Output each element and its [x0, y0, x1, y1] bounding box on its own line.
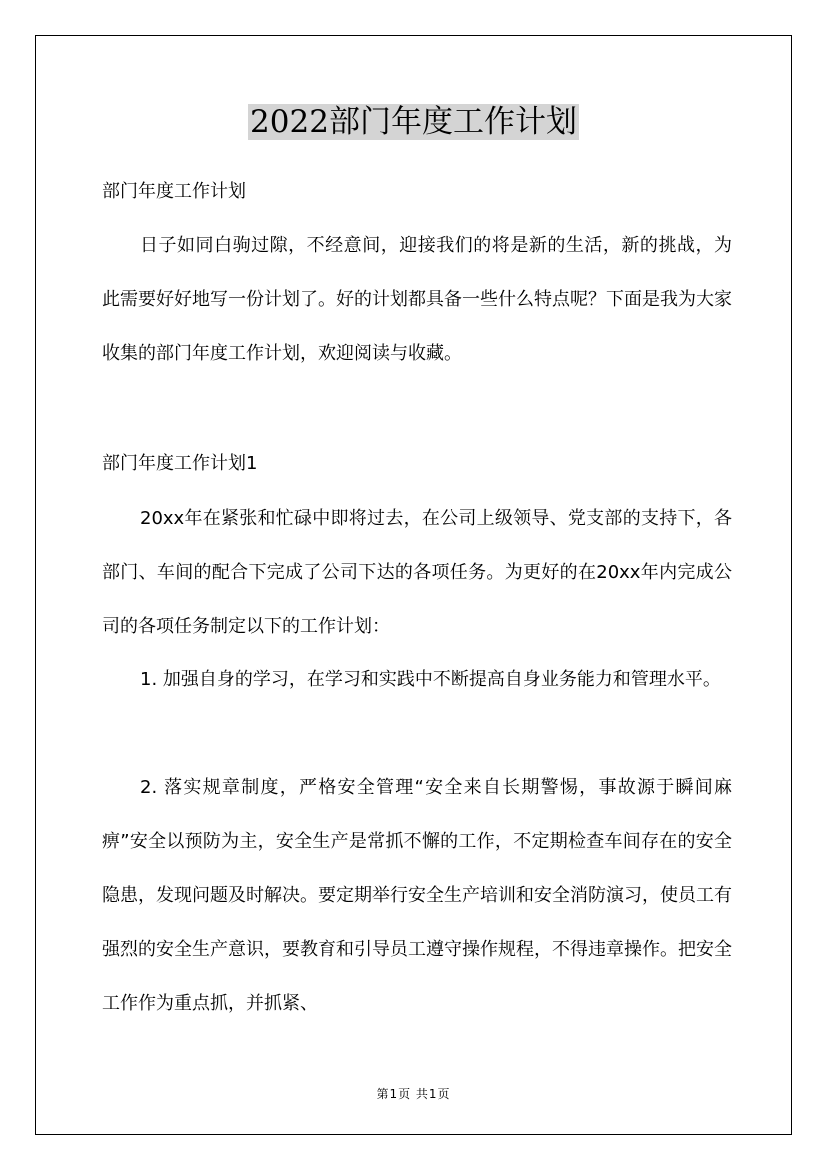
page-footer: 第1页 共1页 — [376, 1087, 451, 1101]
list-item: 2. 落实规章制度，严格安全管理“安全来自长期警惕，事故源于瞬间麻痹”安全以预防为主，安全生产是常抓不懈的工作，不定期检查车间存在的安全隐患，发现问题及时解决。要定期举行安全生产培训和安全消防演习，使员工有强烈的安全生产意识，要教育和引导员工遵守操作规程，不得违章操作。把安全工作作为重点抓，并抓紧、 — [102, 777, 732, 1014]
document-title-text: 2022部门年度工作计划 — [250, 104, 577, 140]
section-heading: 部门年度工作计划 — [102, 181, 246, 202]
document-title — [0, 98, 827, 146]
list-item: 1. 加强自身的学习，在学习和实践中不断提高自身业务能力和管理水平。 — [140, 669, 721, 690]
section-heading: 部门年度工作计划1 — [102, 453, 258, 474]
intro-paragraph: 日子如同白驹过隙，不经意间，迎接我们的将是新的生活，新的挑战，为此需要好好地写一份计划了。好的计划都具备一些什么特点呢？下面是我为大家收集的部门年度工作计划，欢迎阅读与收藏。 — [102, 235, 732, 364]
body-paragraph: 20xx年在紧张和忙碌中即将过去，在公司上级领导、党支部的支持下，各部门、车间的配合下完成了公司下达的各项任务。为更好的在20xx年内完成公司的各项任务制定以下的工作计划： — [102, 508, 732, 637]
